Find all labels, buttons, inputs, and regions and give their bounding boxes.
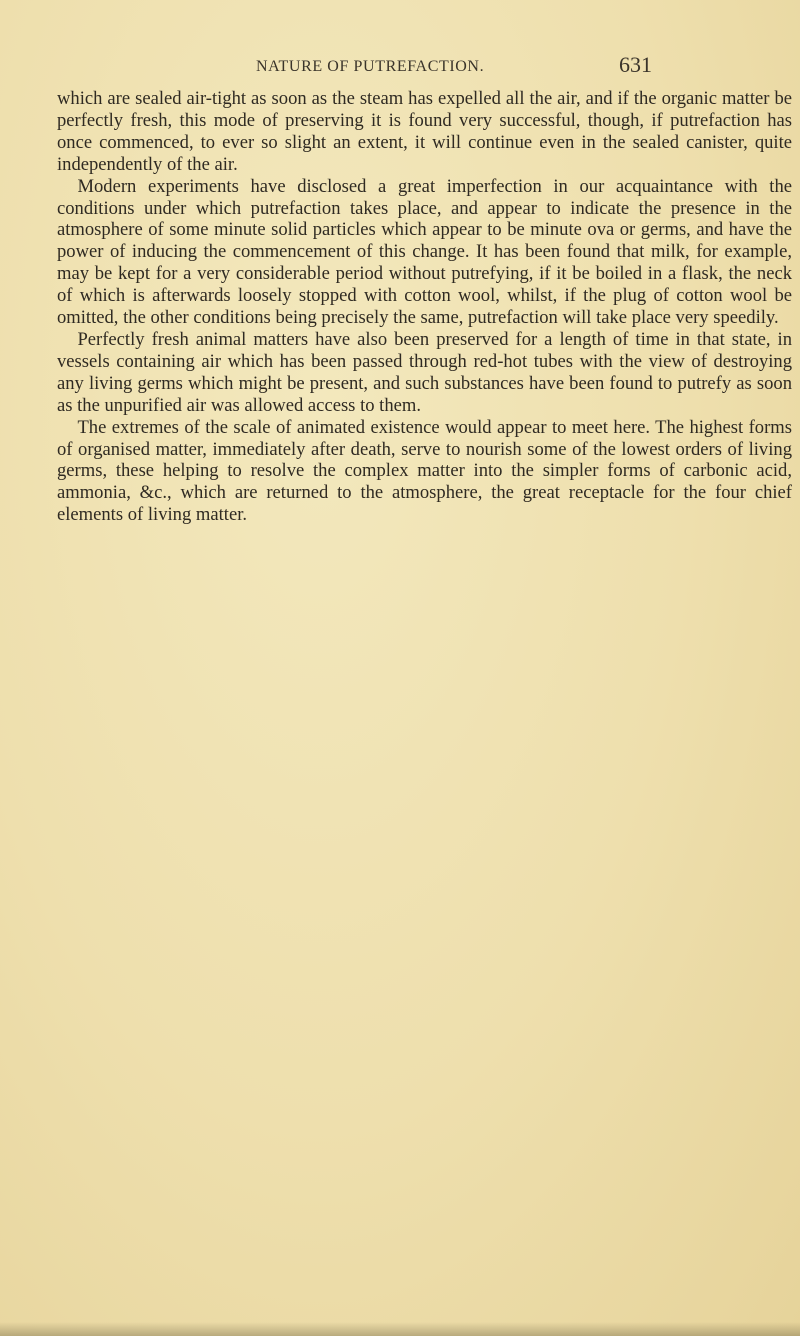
page-number: 631 <box>619 52 652 77</box>
paragraph-2: Modern experiments have disclosed a great imperfection in our acquaintance with the conditions under which putrefaction takes place, and appear to indicate the presence in the atmosphere of some minute solid particles which appear to be minute ova or germs, and have the power of inducing the commencement of this change. It has been found that milk, for example, may be kept for a very considerable period without putrefying, if it be boiled in a flask, the neck of which is afterwards loosely stopped with cotton wool, whilst, if the plug of cotton wool be omitted, the other conditions being precisely the same, putrefaction will take place very speedily. <box>57 175 792 329</box>
paragraph-4: The extremes of the scale of animated existence would appear to meet here. The highest forms of organised matter, immediately after death, serve to nourish some of the lowest orders of living germs, these helping to resolve the complex matter into the simpler forms of carbonic acid, ammonia, &c., which are returned to the atmosphere, the great receptacle for the four chief elements of living matter. <box>57 416 792 526</box>
page-bottom-edge <box>0 1322 800 1336</box>
paragraph-1: which are sealed air-tight as soon as the steam has expelled all the air, and if the organic matter be perfectly fresh, this mode of preserving it is found very successful, though, if putrefaction has once commenced, to ever so slight an extent, it will continue even in the sealed canister, quite independently of the air. <box>57 88 792 175</box>
paragraph-3: Perfectly fresh animal matters have also been preserved for a length of time in that state, in vessels containing air which has been passed through red-hot tubes with the view of destroying any living germs which might be present, and such substances have been found to putrefy as soon as the unpurified air was allowed access to them. <box>57 328 792 416</box>
body-text <box>57 88 792 526</box>
running-head: NATURE OF PUTREFACTION. <box>256 58 485 75</box>
